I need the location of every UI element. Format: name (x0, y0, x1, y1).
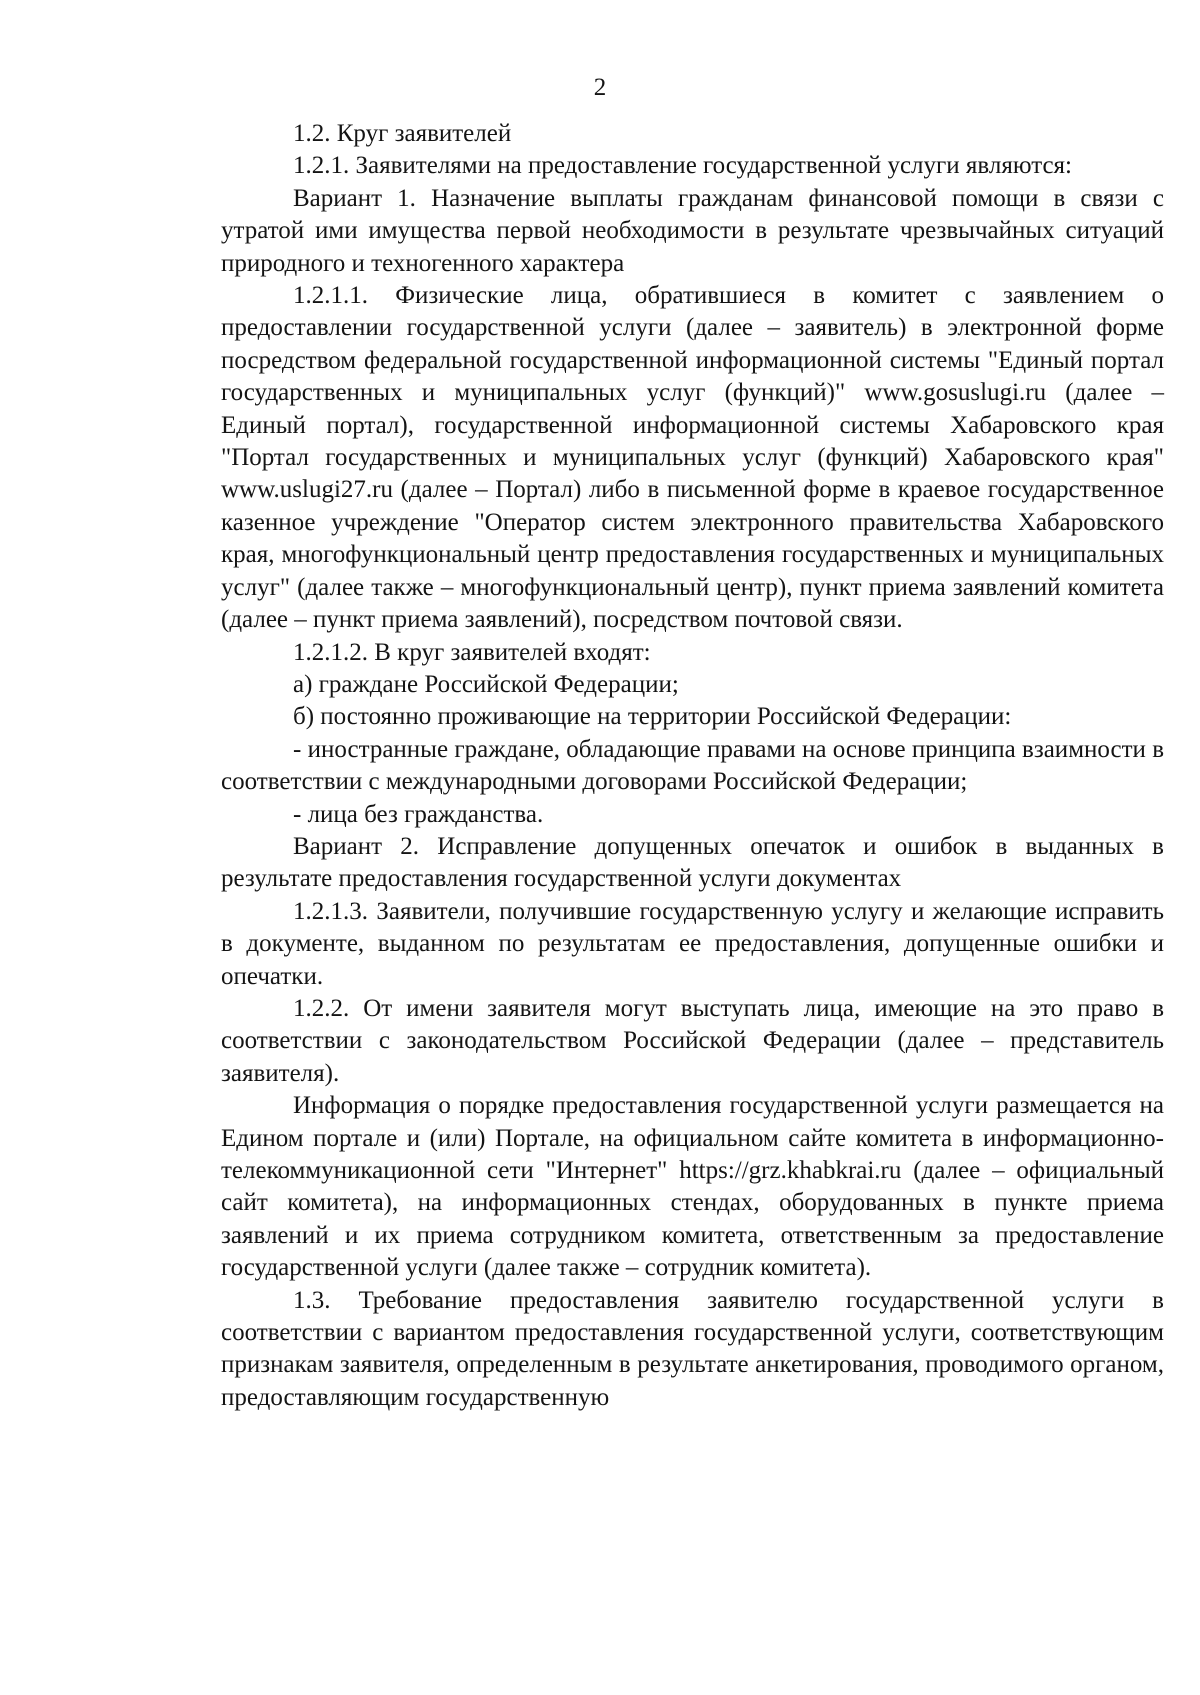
paragraph-1-2-1: 1.2.1. Заявителями на предоставление государственной услуги являются: (293, 152, 1072, 180)
paragraph-1-2-1-2: 1.2.1.2. В круг заявителей входят: (293, 638, 651, 666)
list-item-b: б) постоянно проживающие на территории Российской Федерации: (293, 703, 1012, 731)
paragraph-variant-2: Вариант 2. Исправление допущенных опечаток и ошибок в выданных в результате предоставления государственной услуги документах (221, 832, 1164, 893)
list-item-stateless: - лица без гражданства. (293, 800, 544, 828)
paragraph-1-2-2: 1.2.2. От имени заявителя могут выступать лица, имеющие на это право в соответствии с законодательством Российской Федерации (далее – представитель заявителя). (221, 994, 1164, 1087)
paragraph-section-1-2-heading: 1.2. Круг заявителей (293, 120, 512, 147)
paragraph-information: Информация о порядке предоставления государственной услуги размещается на Едином портале и (или) Портале, на официальном сайте комитета в информационно-телекоммуникационной сети "Интернет" https://grz.khabkrai.ru (далее – официальный сайт комитета), на информационных стендах, оборудованных в пункте приема заявлений и их приема сотрудником комитета, ответственным за предоставление государственной услуги (далее также – сотрудник комитета). (221, 1092, 1164, 1282)
page-number: 2 (593, 74, 607, 101)
list-item-foreign-citizens: - иностранные граждане, обладающие правами на основе принципа взаимности в соответствии с международными договорами Российской Федерации; (221, 735, 1164, 796)
paragraph-variant-1: Вариант 1. Назначение выплаты гражданам финансовой помощи в связи с утратой ими имущества первой необходимости в результате чрезвычайных ситуаций природного и техногенного характера (221, 184, 1164, 277)
paragraph-1-3: 1.3. Требование предоставления заявителю государственной услуги в соответствии с вариантом предоставления государственной услуги, соответствующим признакам заявителя, определенным в результате анкетирования, проводимого органом, предоставляющим государственную (221, 1286, 1164, 1411)
paragraph-1-2-1-1: 1.2.1.1. Физические лица, обратившиеся в комитет с заявлением о предоставлении государственной услуги (далее – заявитель) в электронной форме посредством федеральной государственной информационной системы "Единый портал государственных и муниципальных услуг (функций)" www.gosuslugi.ru (далее – Единый портал), государственной информационной системы Хабаровского края "Портал государственных и муниципальных услуг (функций) Хабаровского края" www.uslugi27.ru (далее – Портал) либо в письменной форме в краевое государственное казенное учреждение "Оператор систем электронного правительства Хабаровского края, многофункциональный центр предоставления государственных и муниципальных услуг" (далее также – многофункциональный центр), пункт приема заявлений комитета (далее – пункт приема заявлений), посредством почтовой связи. (221, 282, 1164, 634)
document-body (221, 118, 1164, 1414)
list-item-a: а) граждане Российской Федерации; (293, 670, 679, 698)
paragraph-1-2-1-3: 1.2.1.3. Заявители, получившие государственную услугу и желающие исправить в документе, выданном по результатам ее предоставления, допущенные ошибки и опечатки. (221, 897, 1164, 990)
